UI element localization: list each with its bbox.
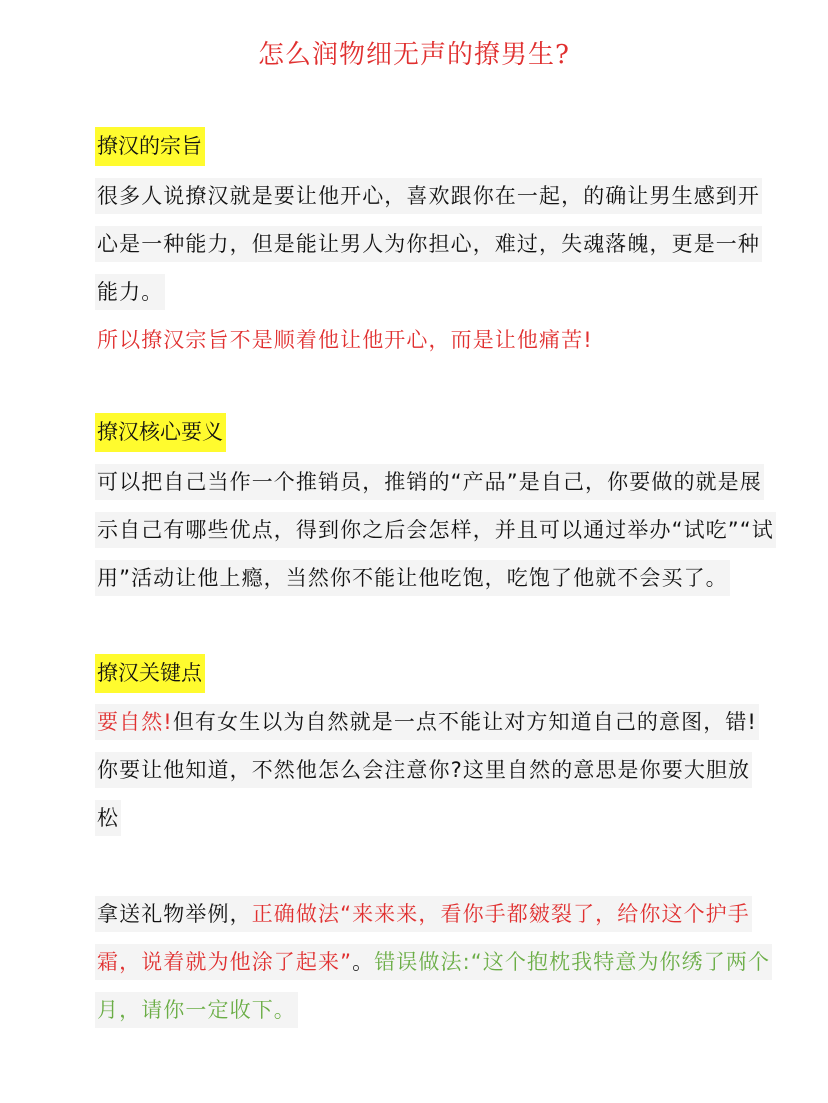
example-intro: 拿送礼物举例， [97,902,252,926]
example-correct-end: 霜，说着就为他涂了起来” [97,950,353,974]
keypoint-line-2: 你要让他知道，不然他怎么会注意你?这里自然的意思是你要大胆放 [95,752,752,788]
core-line-3: 用”活动让他上瘾，当然你不能让他吃饱，吃饱了他就不会买了。 [95,560,730,596]
keypoint-line-3: 松 [95,800,121,836]
page-title: 怎么润物细无声的撩男生? [258,40,570,70]
example-wrong-start: 错误做法:“这个抱枕我特意为你绣了两个 [374,950,771,974]
example-line-3: 月，请你一定收下。 [95,992,298,1028]
example-line-1 [95,896,752,932]
purpose-line-3: 能力。 [95,274,165,310]
example-period: 。 [352,950,375,974]
core-line-1: 可以把自己当作一个推销员，推销的“产品”是自己，你要做的就是展 [95,464,764,500]
section-heading-keypoint: 撩汉关键点 [95,654,205,693]
purpose-line-2: 心是一种能力，但是能让男人为你担心，难过，失魂落魄，更是一种 [95,226,762,262]
core-line-2: 示自己有哪些优点，得到你之后会怎样，并且可以通过举办“试吃”“试 [95,512,776,548]
section-heading-core: 撩汉核心要义 [95,413,226,452]
keypoint-line-1-rest: 但有女生以为自然就是一点不能让对方知道自己的意图，错! [172,710,757,734]
keypoint-emphasis: 要自然! [97,710,173,734]
purpose-line-1: 很多人说撩汉就是要让他开心，喜欢跟你在一起，的确让男生感到开 [95,178,762,214]
example-correct-start: 正确做法“来来来，看你手都皴裂了，给你这个护手 [251,902,750,926]
section-heading-purpose: 撩汉的宗旨 [95,127,205,166]
purpose-highlight: 所以撩汉宗旨不是顺着他让他开心，而是让他痛苦! [97,328,593,352]
keypoint-line-1 [95,704,759,740]
example-line-2 [95,944,772,980]
